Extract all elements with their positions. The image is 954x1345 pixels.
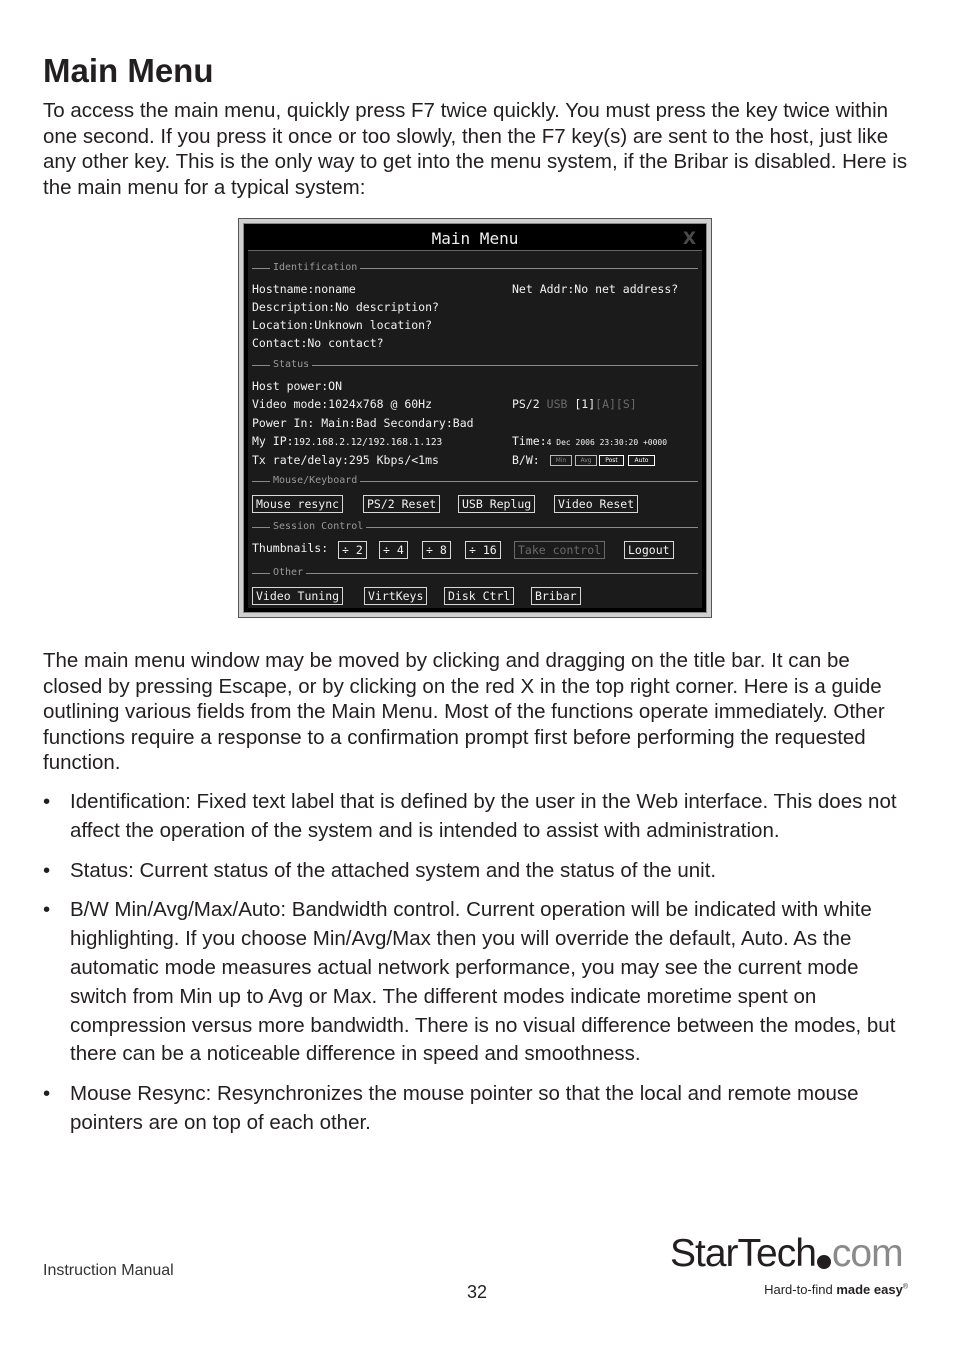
port-status	[512, 397, 637, 411]
menu-title: Main Menu	[431, 229, 519, 248]
bw-max-button[interactable]: Post	[599, 455, 624, 466]
startech-logo	[670, 1232, 910, 1302]
tx-rate-text: Tx rate/delay:295 Kbps/<1ms	[252, 453, 439, 467]
bw-avg-button[interactable]: Avg	[575, 455, 597, 466]
section-other	[252, 567, 698, 578]
description-paragraph: The main menu window may be moved by clicking and dragging on the title bar. It can be closed by pressing Escape, or by clicking on the red X in the top right corner. Here is a guide outlining various fields from the Main Menu. Most of the functions operate immediately. Other functions require a response to a confirmation prompt first before performing the requested function.	[43, 649, 885, 775]
ps2-reset-button[interactable]: PS/2 Reset	[363, 495, 440, 513]
take-control-button[interactable]: Take control	[514, 541, 605, 559]
port-active: [1]	[574, 397, 596, 411]
time-value: 4 Dec 2006 23:30:20 +0000	[546, 438, 668, 447]
section-status	[252, 359, 698, 370]
menu-title-bar[interactable]	[248, 228, 702, 251]
section-label: Other	[270, 566, 306, 579]
logo-wordmark	[670, 1232, 903, 1276]
video-reset-button[interactable]: Video Reset	[554, 495, 638, 513]
tagline-b: made easy	[836, 1282, 903, 1297]
thumb-div16-button[interactable]: ÷ 16	[465, 541, 501, 559]
bullet: •	[43, 858, 51, 882]
section-session-control	[252, 521, 698, 532]
my-ip-value: 192.168.2.12/192.168.1.123	[293, 437, 443, 448]
ps2-label: PS/2	[512, 397, 540, 411]
thumb-div4-button[interactable]: ÷ 4	[379, 541, 408, 559]
list-item	[43, 788, 913, 846]
main-menu-window	[248, 228, 702, 608]
video-mode-text: Video mode:1024x768 @ 60Hz	[252, 397, 433, 411]
time-row	[512, 434, 667, 448]
list-item-text: B/W Min/Avg/Max/Auto: Bandwidth control. Current operation will be indicated with white highlighting. If you choose Min/Avg/Max then you will override the default, Auto. As the automatic mode measures actual network performance, you may see the current mode switch from Min up to Avg or Max. The different modes indicate moretime spent on compression versus more bandwidth. There is no visual difference between the modes, but there can be a noticeable difference in speed and smoothness.	[70, 898, 896, 1066]
description-text: Description:No description?	[252, 300, 439, 314]
bw-min-button[interactable]: Min	[550, 455, 572, 466]
page-title: Main Menu	[43, 52, 214, 89]
logo-tagline	[764, 1282, 908, 1297]
net-addr-text: Net Addr:No net address?	[512, 282, 679, 296]
section-label: Status	[270, 358, 312, 371]
section-label: Identification	[270, 261, 360, 274]
list-item-text: Status: Current status of the attached system and the status of the unit.	[70, 858, 717, 882]
section-mouse-keyboard	[252, 475, 698, 486]
bullet: •	[43, 790, 51, 813]
section-label: Session Control	[270, 520, 366, 533]
my-ip-label: My IP:	[252, 434, 294, 448]
time-label: Time:	[512, 434, 547, 448]
section-label: Mouse/Keyboard	[270, 474, 360, 487]
page-number: 32	[466, 1282, 488, 1302]
contact-text: Contact:No contact?	[252, 336, 384, 350]
list-item-text: Mouse Resync: Resynchronizes the mouse pointer so that the local and remote mouse pointers are on top of each other.	[70, 1082, 859, 1134]
bw-label: B/W:	[512, 453, 540, 467]
thumb-div8-button[interactable]: ÷ 8	[422, 541, 451, 559]
logo-com: com	[831, 1232, 903, 1275]
screenshot-screen	[243, 223, 707, 613]
close-icon[interactable]: X	[682, 229, 696, 249]
bullet: •	[43, 898, 51, 922]
list-item	[43, 857, 913, 886]
list-item	[43, 1080, 913, 1138]
bullet: •	[43, 1082, 51, 1106]
virtkeys-button[interactable]: VirtKeys	[364, 587, 427, 605]
thumb-div2-button[interactable]: ÷ 2	[338, 541, 367, 559]
tagline-a: Hard-to-find	[764, 1282, 837, 1297]
video-tuning-button[interactable]: Video Tuning	[252, 587, 343, 605]
logout-button[interactable]: Logout	[624, 541, 674, 559]
mouse-resync-button[interactable]: Mouse resync	[252, 495, 343, 513]
list-item-text: Identification: Fixed text label that is defined by the user in the Web interface. This does not affect the operation of the system and is intended to assist with administration.	[70, 790, 897, 842]
list-item	[43, 896, 913, 1069]
logo-brand: StarTech	[670, 1232, 816, 1275]
disk-ctrl-button[interactable]: Disk Ctrl	[444, 587, 514, 605]
hostname-text: Hostname:noname	[252, 282, 356, 296]
ports-inactive: [A][S]	[595, 397, 637, 411]
registered-mark: ®	[902, 1283, 908, 1291]
power-in-text: Power In: Main:Bad Secondary:Bad	[252, 416, 474, 430]
thumbnails-label: Thumbnails:	[252, 541, 329, 555]
bribar-button[interactable]: Bribar	[531, 587, 581, 605]
location-text: Location:Unknown location?	[252, 318, 433, 332]
footer-label: Instruction Manual	[43, 1262, 174, 1279]
main-menu-screenshot	[238, 218, 712, 618]
intro-paragraph: To access the main menu, quickly press F7 twice quickly. You must press the key twice within one second. If you press it once or too slowly, then the F7 key(s) are sent to the host, just like any other key. This is the only way to get into the menu system, if the Bribar is disabled. Here is the main menu for a typical system:	[43, 99, 908, 199]
section-identification	[252, 262, 698, 273]
my-ip-row	[252, 434, 442, 448]
field-guide-list	[43, 788, 913, 1149]
host-power-text: Host power:ON	[252, 379, 343, 393]
usb-label: USB	[546, 397, 568, 411]
logo-dot-icon	[817, 1255, 831, 1269]
usb-replug-button[interactable]: USB Replug	[458, 495, 535, 513]
bw-auto-button[interactable]: Auto	[628, 455, 655, 466]
